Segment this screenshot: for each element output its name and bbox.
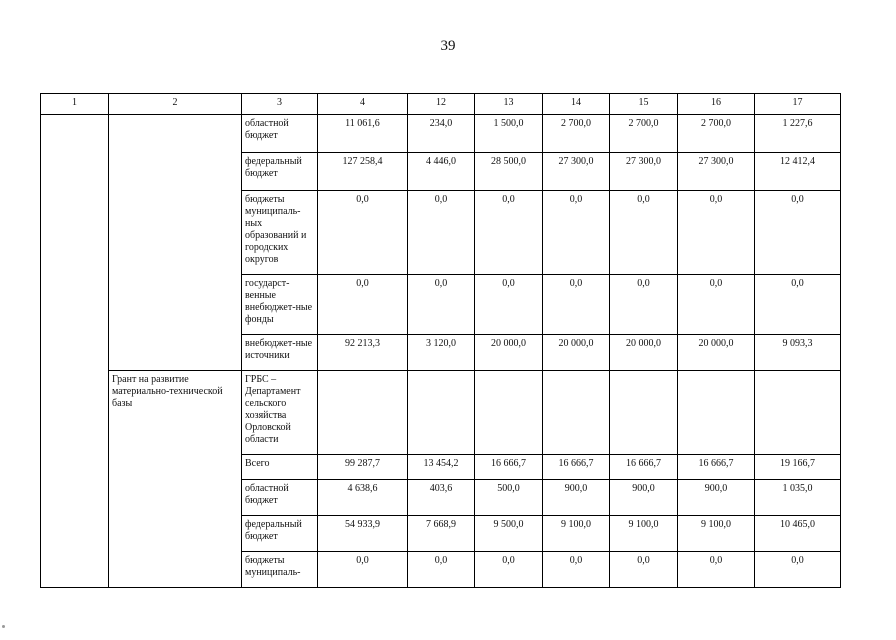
- value-cell: [543, 371, 610, 455]
- value-cell: 0,0: [610, 275, 678, 335]
- value-cell: 20 000,0: [610, 335, 678, 371]
- funding-source-cell: государст-венные внебюджет-ные фонды: [242, 275, 318, 335]
- value-cell: 2 700,0: [543, 115, 610, 153]
- value-cell: 99 287,7: [318, 455, 408, 480]
- value-cell: 0,0: [475, 552, 543, 588]
- funding-source-cell: федеральный бюджет: [242, 153, 318, 191]
- value-cell: 3 120,0: [408, 335, 475, 371]
- value-cell: 4 446,0: [408, 153, 475, 191]
- value-cell: [408, 371, 475, 455]
- value-cell: 16 666,7: [543, 455, 610, 480]
- column1-cell: [41, 115, 109, 588]
- value-cell: 27 300,0: [678, 153, 755, 191]
- funding-source-cell: областной бюджет: [242, 115, 318, 153]
- header-cell: 12: [408, 94, 475, 115]
- value-cell: 11 061,6: [318, 115, 408, 153]
- value-cell: [475, 371, 543, 455]
- value-cell: 900,0: [543, 480, 610, 516]
- funding-source-cell: внебюджет-ные источники: [242, 335, 318, 371]
- value-cell: 0,0: [408, 275, 475, 335]
- value-cell: 16 666,7: [610, 455, 678, 480]
- scan-speck: [2, 625, 5, 628]
- value-cell: 500,0: [475, 480, 543, 516]
- value-cell: 27 300,0: [610, 153, 678, 191]
- value-cell: 900,0: [610, 480, 678, 516]
- value-cell: 16 666,7: [475, 455, 543, 480]
- header-cell: 4: [318, 94, 408, 115]
- budget-table: [40, 93, 841, 588]
- value-cell: 9 093,3: [755, 335, 841, 371]
- value-cell: 4 638,6: [318, 480, 408, 516]
- value-cell: 1 035,0: [755, 480, 841, 516]
- header-cell: 1: [41, 94, 109, 115]
- value-cell: 0,0: [678, 275, 755, 335]
- value-cell: 0,0: [678, 191, 755, 275]
- value-cell: 13 454,2: [408, 455, 475, 480]
- value-cell: 20 000,0: [543, 335, 610, 371]
- value-cell: [318, 371, 408, 455]
- value-cell: 900,0: [678, 480, 755, 516]
- value-cell: 0,0: [543, 552, 610, 588]
- value-cell: [678, 371, 755, 455]
- value-cell: 0,0: [318, 552, 408, 588]
- funding-source-cell: федеральный бюджет: [242, 516, 318, 552]
- value-cell: 9 100,0: [543, 516, 610, 552]
- value-cell: 0,0: [408, 191, 475, 275]
- value-cell: 10 465,0: [755, 516, 841, 552]
- funding-source-cell: областной бюджет: [242, 480, 318, 516]
- value-cell: 20 000,0: [475, 335, 543, 371]
- header-cell: 13: [475, 94, 543, 115]
- value-cell: 0,0: [755, 275, 841, 335]
- value-cell: 2 700,0: [678, 115, 755, 153]
- value-cell: 1 227,6: [755, 115, 841, 153]
- value-cell: 0,0: [678, 552, 755, 588]
- header-row: [41, 94, 841, 115]
- header-cell: 16: [678, 94, 755, 115]
- value-cell: 1 500,0: [475, 115, 543, 153]
- value-cell: 9 100,0: [610, 516, 678, 552]
- value-cell: 0,0: [755, 552, 841, 588]
- value-cell: 9 500,0: [475, 516, 543, 552]
- funding-source-cell: бюджеты муниципаль-: [242, 552, 318, 588]
- value-cell: 54 933,9: [318, 516, 408, 552]
- value-cell: [755, 371, 841, 455]
- value-cell: 92 213,3: [318, 335, 408, 371]
- header-cell: 14: [543, 94, 610, 115]
- header-cell: 17: [755, 94, 841, 115]
- value-cell: [610, 371, 678, 455]
- value-cell: 0,0: [610, 552, 678, 588]
- value-cell: 0,0: [543, 275, 610, 335]
- value-cell: 0,0: [475, 191, 543, 275]
- header-cell: 3: [242, 94, 318, 115]
- value-cell: 2 700,0: [610, 115, 678, 153]
- value-cell: 9 100,0: [678, 516, 755, 552]
- value-cell: 0,0: [408, 552, 475, 588]
- value-cell: 7 668,9: [408, 516, 475, 552]
- header-cell: 2: [109, 94, 242, 115]
- value-cell: 19 166,7: [755, 455, 841, 480]
- value-cell: 0,0: [755, 191, 841, 275]
- value-cell: 20 000,0: [678, 335, 755, 371]
- value-cell: 403,6: [408, 480, 475, 516]
- funding-source-cell: ГРБС – Департамент сельского хозяйства Орловской области: [242, 371, 318, 455]
- value-cell: 12 412,4: [755, 153, 841, 191]
- table-row: [41, 115, 841, 153]
- measure-name-cell: Грант на развитие материально-технической базы: [109, 371, 242, 588]
- value-cell: 234,0: [408, 115, 475, 153]
- value-cell: 0,0: [475, 275, 543, 335]
- table-row: [41, 371, 841, 455]
- page-number: 39: [440, 38, 456, 54]
- value-cell: 0,0: [543, 191, 610, 275]
- value-cell: 27 300,0: [543, 153, 610, 191]
- funding-source-cell: Всего: [242, 455, 318, 480]
- value-cell: 16 666,7: [678, 455, 755, 480]
- measure-name-cell: [109, 115, 242, 371]
- funding-source-cell: бюджеты муниципаль-ных образований и городских округов: [242, 191, 318, 275]
- value-cell: 0,0: [318, 191, 408, 275]
- value-cell: 127 258,4: [318, 153, 408, 191]
- value-cell: 0,0: [318, 275, 408, 335]
- value-cell: 0,0: [610, 191, 678, 275]
- value-cell: 28 500,0: [475, 153, 543, 191]
- header-cell: 15: [610, 94, 678, 115]
